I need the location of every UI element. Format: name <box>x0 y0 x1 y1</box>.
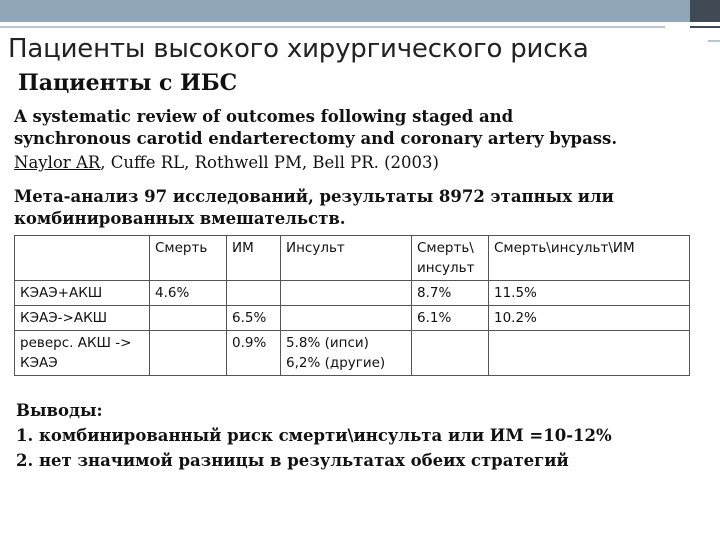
conclusion-item: 2. нет значимой разницы в результатах обеих стратегий <box>16 451 569 470</box>
table-header-cell: ИМ <box>227 236 281 281</box>
table-cell <box>150 331 227 376</box>
slide-title: Пациенты высокого хирургического риска <box>8 34 589 64</box>
table-row <box>15 306 690 331</box>
table-cell: 11.5% <box>489 281 690 306</box>
table-cell <box>150 306 227 331</box>
table-row <box>15 331 690 376</box>
conclusions <box>16 398 612 473</box>
table-cell: 5.8% (ипси) 6,2% (другие) <box>281 331 412 376</box>
table-cell: КЭАЭ+АКШ <box>15 281 150 306</box>
slide-subtitle: Пациенты с ИБС <box>18 70 238 96</box>
header-decoration-bar <box>0 0 720 22</box>
table-header-cell: Смерть\ инсульт <box>412 236 489 281</box>
table-cell: 0.9% <box>227 331 281 376</box>
table-cell: 4.6% <box>150 281 227 306</box>
meta-line-1: Мета-анализ 97 исследований, результаты 8972 этапных или <box>14 187 614 206</box>
header-bar-light <box>0 0 690 22</box>
header-bar-dark <box>690 0 720 22</box>
table-cell: КЭАЭ->АКШ <box>15 306 150 331</box>
table-cell: реверс. АКШ -> КЭАЭ <box>15 331 150 376</box>
meta-line-2: комбинированных вмешательств. <box>14 208 346 228</box>
table-cell: 6.1% <box>412 306 489 331</box>
article-title <box>14 106 704 149</box>
table-header-cell: Смерть <box>150 236 227 281</box>
conclusions-heading: Выводы: <box>16 401 103 420</box>
table-header-cell: Смерть\инсульт\ИМ <box>489 236 690 281</box>
header-rule <box>0 26 665 28</box>
table-row <box>15 281 690 306</box>
table-cell: 6.5% <box>227 306 281 331</box>
header-rule-dark <box>690 26 720 28</box>
table-header-row <box>15 236 690 281</box>
table-cell <box>412 331 489 376</box>
article-title-line-1: A systematic review of outcomes following staged and <box>14 107 514 126</box>
table-cell <box>281 306 412 331</box>
table-cell: 10.2% <box>489 306 690 331</box>
table-cell <box>227 281 281 306</box>
conclusion-item: 1. комбинированный риск смерти\инсульта или ИМ =10-12% <box>16 426 612 445</box>
table-cell <box>281 281 412 306</box>
article-title-line-2: synchronous carotid endarterectomy and coronary artery bypass. <box>14 128 618 148</box>
table-header-cell <box>15 236 150 281</box>
table-header-cell: Инсульт <box>281 236 412 281</box>
side-rule <box>708 40 720 42</box>
article-authors <box>14 152 704 174</box>
outcomes-table <box>14 235 690 376</box>
meta-analysis-summary <box>14 186 704 229</box>
other-authors: , Cuffe RL, Rothwell PM, Bell PR. (2003) <box>100 153 439 172</box>
first-author-link[interactable]: Naylor AR <box>14 153 101 172</box>
table-cell <box>489 331 690 376</box>
table-cell: 8.7% <box>412 281 489 306</box>
